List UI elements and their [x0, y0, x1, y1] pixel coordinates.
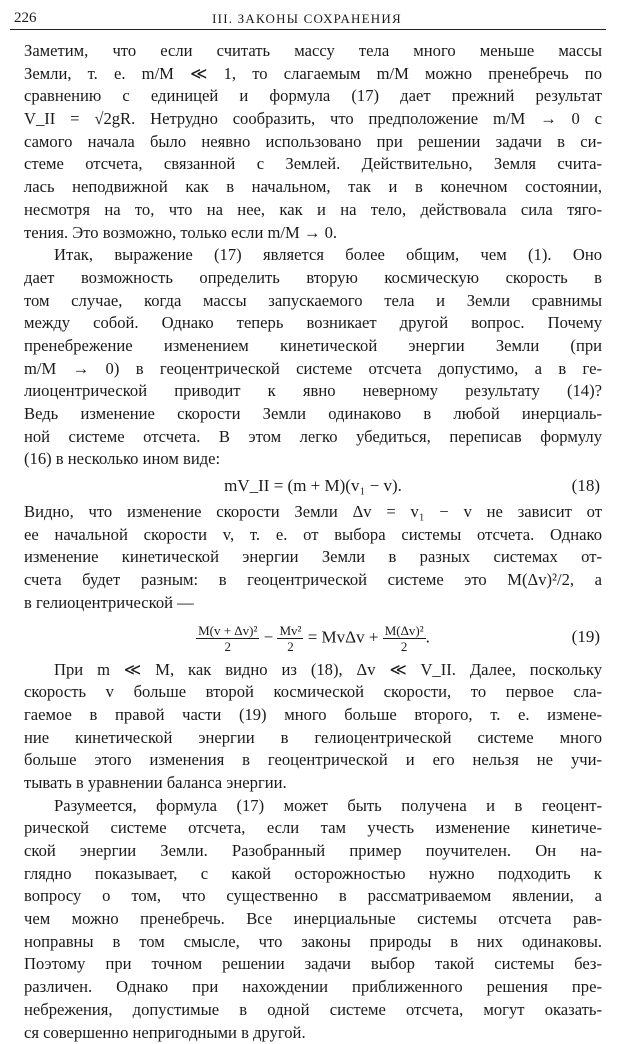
equation-18-formula: mV_II = (m + M)(v₁ − v).	[24, 476, 602, 496]
period: .	[426, 627, 430, 646]
paragraph-1	[24, 40, 602, 244]
text-line: между собой. Однако теперь возникает другой вопрос. Почему	[24, 312, 602, 335]
text-line: различен. Однако при нахождении приближенного решения пре-	[24, 976, 602, 999]
paragraph-2	[24, 244, 602, 471]
paragraph-5	[24, 795, 602, 1044]
running-title: III. ЗАКОНЫ СОХРАНЕНИЯ	[8, 11, 606, 27]
text-line: Поэтому при точном решении задачи выбор такой системы без-	[24, 953, 602, 976]
fraction-denominator: 2	[196, 639, 259, 654]
text-line: тывать в уравнении баланса энергии.	[24, 772, 602, 795]
text-line: лиоцентрической приводит к явно неверному результату (14)?	[24, 380, 602, 403]
text-line: (16) в несколько ином виде:	[24, 448, 602, 471]
text-line: больше этого изменения в геоцентрической и его нельзя не учи-	[24, 749, 602, 772]
text-line: скорость v больше второй космической скорости, то первое сла-	[24, 681, 602, 704]
paragraph-4	[24, 659, 602, 795]
fraction	[196, 623, 259, 654]
page-body	[24, 40, 602, 1044]
equation-18-number: (18)	[572, 476, 600, 496]
text-line: ноправны в том смысле, что законы природы в них одинаковы.	[24, 931, 602, 954]
fraction-numerator: Mv²	[277, 623, 303, 639]
text-line: несмотря на то, что на нее, как и на тело, действовала сила тяго-	[24, 199, 602, 222]
text-line: пренебрежение изменением кинетической энергии Земли (при	[24, 335, 602, 358]
text-line: сравнению с единицей и формула (17) дает прежний результат	[24, 85, 602, 108]
equation-19-number: (19)	[572, 627, 600, 647]
fraction-numerator: M(v + Δv)²	[196, 623, 259, 639]
fraction-denominator: 2	[277, 639, 303, 654]
text-line: ной системе отсчета. В этом легко убедиться, переписав формулу	[24, 426, 602, 449]
equation-19	[24, 615, 602, 659]
text-line: V_II = √2gR. Нетрудно сообразить, что предположение m/M → 0 с	[24, 108, 602, 131]
text-line: чем можно пренебречь. Все инерциальные системы отсчета рав-	[24, 908, 602, 931]
text-line: При m ≪ M, как видно из (18), Δv ≪ V_II. Далее, поскольку	[24, 659, 602, 682]
text-line: небрежения, допустимые в одной системе отсчета, могут оказать-	[24, 999, 602, 1022]
text-line: Заметим, что если считать массу тела много меньше массы	[24, 40, 602, 63]
fraction	[277, 623, 303, 654]
text-line: стеме отсчета, связанной с Землей. Действительно, Земля счита-	[24, 153, 602, 176]
paragraph-3	[24, 501, 602, 614]
operator: −	[264, 627, 274, 646]
text-line: гаемое в правой части (19) много больше второго, т. е. измене-	[24, 704, 602, 727]
text-line: Ведь изменение скорости Земли одинаково в любой инерциаль-	[24, 403, 602, 426]
page-number: 226	[14, 10, 37, 27]
text-line: Разумеется, формула (17) может быть получена и в геоцент-	[24, 795, 602, 818]
text-line: том случае, когда массы запускаемого тела и Земли сравнимы	[24, 290, 602, 313]
equation-19-formula	[24, 623, 602, 654]
equation-18	[24, 471, 602, 501]
text-line: рической системе отсчета, если там учесть изменение кинетиче-	[24, 817, 602, 840]
fraction-denominator: 2	[383, 639, 426, 654]
text-line: Земли, т. е. m/M ≪ 1, то слагаемым m/M можно пренебречь по	[24, 63, 602, 86]
text-line: самого начала было неявно использовано при решении задачи в си-	[24, 131, 602, 154]
text-line: ской энергии Земли. Разобранный пример поучителен. Он на-	[24, 840, 602, 863]
text-line: ее начальной скорости v, т. е. от выбора системы отсчета. Однако	[24, 524, 602, 547]
fraction-numerator: M(Δv)²	[383, 623, 426, 639]
text-line: счета будет разным: в геоцентрической системе это M(Δv)²/2, а	[24, 569, 602, 592]
text-line: лась неподвижной как в начальном, так и в конечном состоянии,	[24, 176, 602, 199]
text-line: тения. Это возможно, только если m/M → 0.	[24, 222, 602, 245]
operator: = MvΔv +	[308, 627, 379, 646]
text-line: ние кинетической энергии в гелиоцентрической системе много	[24, 727, 602, 750]
text-line: вопросу о том, что существенно в рассматриваемом явлении, а	[24, 885, 602, 908]
text-line: ся совершенно непригодными в другой.	[24, 1022, 602, 1044]
text-line: дает возможность определить вторую космическую скорость в	[24, 267, 602, 290]
text-line: Итак, выражение (17) является более общим, чем (1). Оно	[24, 244, 602, 267]
fraction	[383, 623, 426, 654]
text-line: Видно, что изменение скорости Земли Δv = v₁ − v не зависит от	[24, 501, 602, 524]
text-line: изменение кинетической энергии Земли в разных системах от-	[24, 546, 602, 569]
running-header	[8, 6, 606, 28]
text-line: глядно показывает, с какой осторожностью нужно подходить к	[24, 863, 602, 886]
header-rule	[10, 29, 606, 30]
text-line: в гелиоцентрической —	[24, 592, 602, 615]
text-line: m/M → 0) в геоцентрической системе отсчета допустимо, а в ге-	[24, 358, 602, 381]
